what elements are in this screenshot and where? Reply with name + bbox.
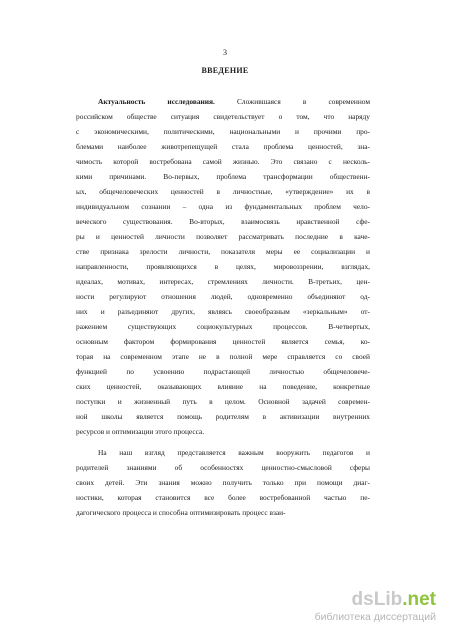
text-line: поступки и жизненный путь в целом. Основной задачей современ- bbox=[76, 397, 370, 406]
paragraph-1-first-line bbox=[76, 94, 370, 109]
text-line: с экономическими, политическими, национальными и прочими про- bbox=[76, 127, 370, 136]
text-line: основным фактором формирования ценностей является семья, ко- bbox=[76, 337, 370, 346]
text-line: дагогического процесса и способна оптимизировать процесс взаи- bbox=[76, 508, 286, 517]
text-line: индивидуальном сознании – одна из фундаментальных проблем чело- bbox=[76, 202, 370, 211]
text-line: блемами наиболее животрепещущей стала проблема ценностей, зна- bbox=[76, 142, 370, 151]
text-line: торая на современном этапе не в полной мере справляется со своей bbox=[76, 352, 370, 361]
paragraph-2 bbox=[76, 445, 370, 520]
watermark-logo-right: .net bbox=[402, 589, 436, 610]
body-text bbox=[76, 94, 370, 520]
text-line: ских ценностей, оказывающих влияние на поведение, конкретные bbox=[76, 382, 370, 391]
text-line: ры и ценностей личности позволяет рассматривать последние в каче- bbox=[76, 232, 370, 241]
watermark-logo-left: dsLib bbox=[351, 589, 403, 610]
text-line: родителей знаниями об особенностях ценностно-смысловой сферы bbox=[76, 463, 370, 472]
text-line: веческого существования. Во-вторых, взаимосвязь нравственной сфе- bbox=[76, 217, 370, 226]
text-line: На наш взгляд представляется важным вооружить педагогов и bbox=[98, 448, 370, 457]
text-line: ражением существующих социокультурных процессов. В-четвертых, bbox=[76, 322, 370, 331]
page-number: 3 bbox=[223, 48, 227, 57]
text-line: кими причинами. Во-первых, проблема трансформации общественн- bbox=[76, 172, 370, 181]
lead-bold: Актуальность исследования. bbox=[98, 97, 215, 106]
text-line: чимость которой востребована самой жизнью. Это связано с несколь- bbox=[76, 157, 370, 166]
text-line: ых, общечеловеческих ценностей в личностные, «утверждение» их в bbox=[76, 187, 370, 196]
text-line: них и разъединяют других, являясь своеобразным «зеркальным» от- bbox=[76, 307, 370, 316]
text-line: направленности, проявляющихся в целях, мировоззрении, взглядах, bbox=[76, 262, 370, 271]
paragraph-1 bbox=[76, 109, 370, 439]
text-line: функцией по усвоению подрастающей личностью общечеловече- bbox=[76, 367, 370, 376]
text-line: своих детей. Эти знания можно получить только при помощи диаг- bbox=[76, 478, 370, 487]
site-watermark bbox=[315, 590, 436, 623]
watermark-subtitle: библиотека диссертаций bbox=[314, 611, 436, 623]
text-line: идеалах, мотивах, интересах, стремлениях личности. В-третьих, цен- bbox=[76, 277, 370, 286]
text-line: ной школы является помощь родителям в активизации внутренних bbox=[76, 412, 370, 421]
text-line: ностики, которая становится все более востребованной частью пе- bbox=[76, 493, 370, 502]
text-line: ности регулируют отношения людей, одновременно объединяют од- bbox=[76, 292, 370, 301]
text-line: стве признака зрелости личности, показателя меры ее социализации и bbox=[76, 247, 370, 256]
section-heading: ВВЕДЕНИЕ bbox=[201, 66, 249, 75]
lead-rest: Сложившаяся в современном bbox=[214, 97, 370, 106]
text-line: ресурсов и оптимизации этого процесса. bbox=[76, 427, 205, 436]
watermark-logo bbox=[315, 590, 436, 610]
text-line: российском обществе ситуация свидетельствует о том, что наряду bbox=[76, 112, 370, 121]
